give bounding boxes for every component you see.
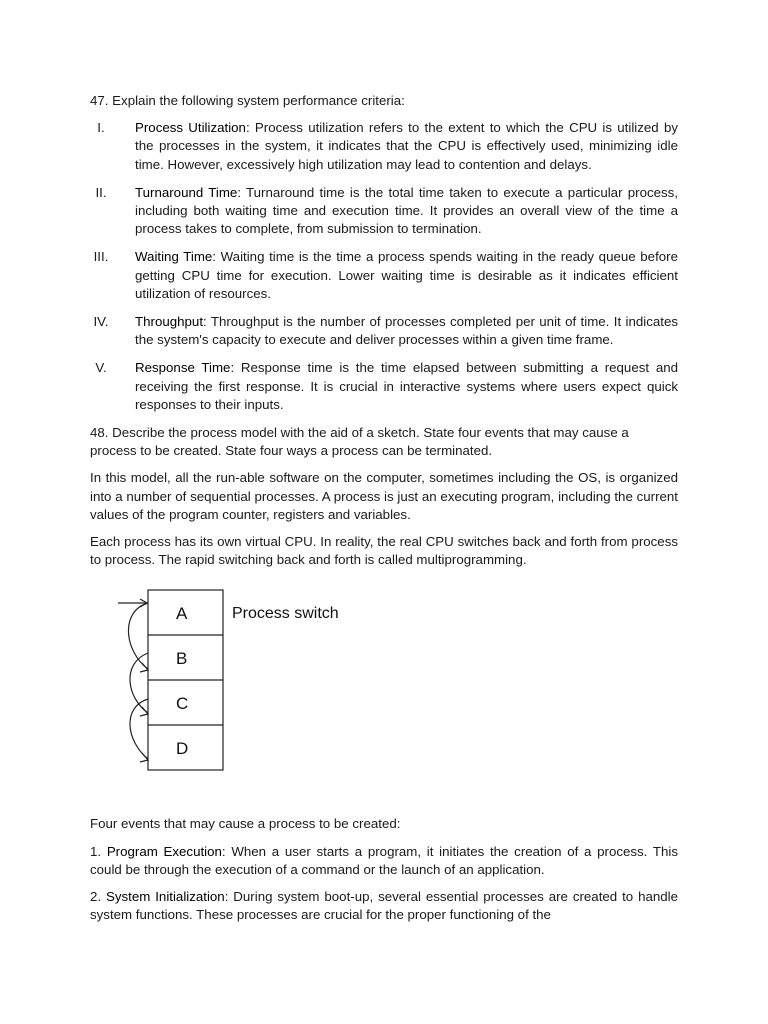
process-model-paragraph: In this model, all the run-able software on the computer, sometimes including the OS, is organized into a number of sequential processes. A process is just an executing program, including the current values of the program counter, registers and variables. xyxy=(90,470,678,522)
criteria-item-turnaround-time xyxy=(90,184,678,239)
criteria-term: Response Time xyxy=(135,360,231,376)
box-label-d: D xyxy=(176,739,189,759)
box-label-c: C xyxy=(176,694,189,714)
criteria-list xyxy=(90,119,678,414)
switch-curve-c-d xyxy=(130,699,148,759)
virtual-cpu-paragraph: Each process has its own virtual CPU. In reality, the real CPU switches back and forth from process to process. The rapid switching back and forth is called multiprogramming. xyxy=(90,534,678,568)
event-text: : During system boot-up, several essential processes are created to handle system functions. These processes are crucial for the proper functioning of the xyxy=(90,889,678,923)
criteria-number: V. xyxy=(95,360,107,376)
criteria-item-throughput xyxy=(90,313,678,349)
criteria-number: II. xyxy=(95,184,107,200)
criteria-number: III. xyxy=(93,249,109,265)
event-term: Program Execution xyxy=(106,843,222,859)
creation-event-system-initialization xyxy=(90,888,678,924)
criteria-text: : Throughput is the number of processes completed per unit of time. It indicates the system's capacity to execute and deliver processes within a given time frame. xyxy=(135,314,678,348)
document-page xyxy=(90,92,678,933)
box-label-b: B xyxy=(176,649,188,669)
criteria-item-waiting-time xyxy=(90,248,678,303)
process-switch-label: Process switch xyxy=(232,605,339,623)
criteria-term: Waiting Time xyxy=(135,249,213,265)
question-48-heading: 48. Describe the process model with the aid of a sketch. State four events that may cause a process to be created. State four ways a process can be terminated. xyxy=(90,425,629,459)
criteria-number: I. xyxy=(97,120,105,136)
process-switch-diagram xyxy=(90,581,678,801)
box-label-a: A xyxy=(176,604,188,624)
event-number: 2. xyxy=(90,889,106,905)
criteria-term: Turnaround Time xyxy=(135,184,238,200)
question-47-heading: 47. Explain the following system performance criteria: xyxy=(90,93,405,108)
criteria-text: : Waiting time is the time a process spends waiting in the ready queue before getting CPU time for execution. Lower waiting time is desirable as it indicates efficient utilization of resources. xyxy=(135,249,678,301)
criteria-number: IV. xyxy=(93,314,109,330)
criteria-item-response-time xyxy=(90,359,678,414)
criteria-term: Throughput xyxy=(135,314,204,330)
criteria-item-process-utilization xyxy=(90,119,678,174)
event-term: System Initialization xyxy=(106,889,225,905)
event-number: 1. xyxy=(90,843,107,859)
criteria-text: : Process utilization refers to the extent to which the CPU is utilized by the processes in the system, it indicates that the CPU is effectively used, minimizing idle time. However, excessively high utilization may lead to contention and delays. xyxy=(135,120,678,172)
criteria-text: : Turnaround time is the total time taken to execute a particular process, including both waiting time and execution time. It provides an overall view of the time a process takes to complete, from submission to termination. xyxy=(135,184,678,237)
criteria-term: Process Utilization xyxy=(135,120,246,136)
process-switch-svg xyxy=(90,581,390,801)
event-text: : When a user starts a program, it initiates the creation of a process. This could be through the execution of a command or the launch of an application. xyxy=(90,843,678,877)
creation-events-heading: Four events that may cause a process to be created: xyxy=(90,816,401,832)
creation-event-program-execution xyxy=(90,843,678,879)
criteria-text: : Response time is the time elapsed between submitting a request and receiving the first response. It is crucial in interactive systems where users expect quick responses to their inputs. xyxy=(135,360,679,412)
